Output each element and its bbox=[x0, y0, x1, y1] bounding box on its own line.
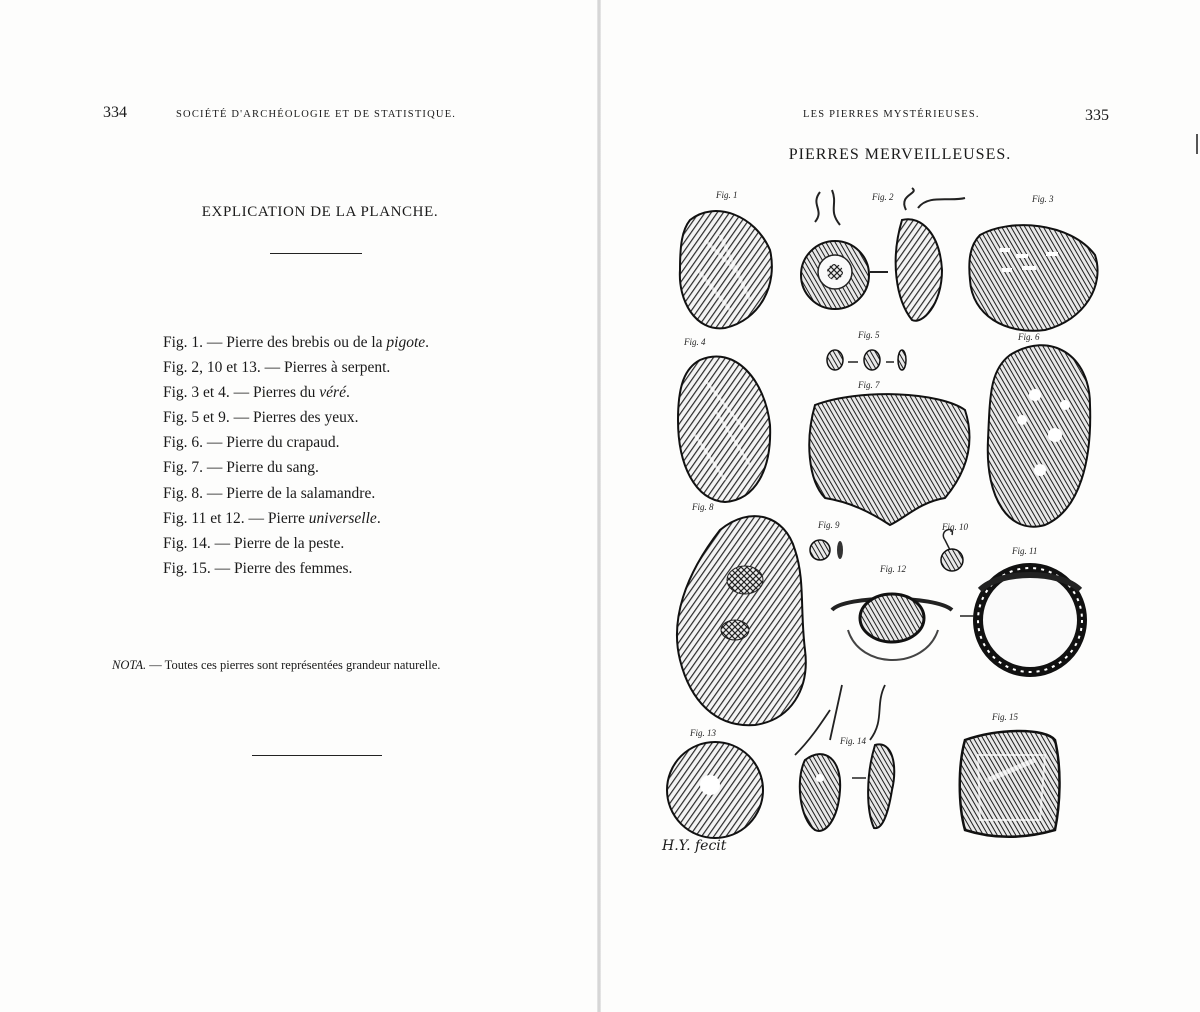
legend-item: Fig. 15. — Pierre des femmes. bbox=[163, 559, 353, 577]
left-running-head: SOCIÉTÉ D'ARCHÉOLOGIE ET DE STATISTIQUE. bbox=[176, 109, 457, 120]
fig-12-ring bbox=[832, 564, 974, 660]
fig-15-stone bbox=[960, 712, 1060, 837]
fig-8-stone bbox=[677, 502, 806, 725]
fig-13-label: Fig. 13 bbox=[690, 728, 716, 738]
fig-14-label: Fig. 14 bbox=[840, 736, 866, 746]
legend-item: Fig. 2, 10 et 13. — Pierres à serpent. bbox=[163, 359, 391, 377]
legend-item: Fig. 14. — Pierre de la peste. bbox=[163, 534, 345, 552]
legend-item: Fig. 11 et 12. — Pierre universelle. bbox=[163, 509, 381, 527]
fig-4-label: Fig. 4 bbox=[684, 337, 706, 347]
left-page-number: 334 bbox=[103, 104, 127, 121]
fig-5-stones bbox=[827, 330, 906, 370]
legend-item: Fig. 1. — Pierre des brebis ou de la pigote. bbox=[163, 334, 430, 351]
fig-14-stones bbox=[795, 685, 894, 831]
fig-11-ring bbox=[978, 546, 1082, 672]
stones-engraving-plate bbox=[660, 180, 1100, 870]
title-rule bbox=[270, 253, 362, 254]
closing-rule bbox=[252, 755, 382, 756]
fig-11-label: Fig. 11 bbox=[1012, 546, 1038, 556]
fig-4-stone bbox=[678, 337, 770, 502]
fig-7-label: Fig. 7 bbox=[858, 380, 880, 390]
nota-text: — Toutes ces pierres sont représentées grandeur naturelle. bbox=[146, 658, 441, 672]
fig-15-label: Fig. 15 bbox=[992, 712, 1018, 722]
fig-2-stones bbox=[801, 188, 965, 321]
engraver-signature: H.Y. fecit bbox=[662, 838, 727, 854]
fig-9-stones bbox=[810, 520, 843, 560]
legend-item: Fig. 8. — Pierre de la salamandre. bbox=[163, 484, 376, 502]
fig-2-label: Fig. 2 bbox=[872, 192, 894, 202]
fig-6-label: Fig. 6 bbox=[1018, 332, 1040, 342]
fig-7-stone bbox=[809, 380, 969, 525]
fig-3-stone bbox=[969, 194, 1097, 331]
legend-item: Fig. 5 et 9. — Pierres des yeux. bbox=[163, 409, 359, 427]
plate-explanation-title: EXPLICATION DE LA PLANCHE. bbox=[201, 204, 439, 220]
figure-legend bbox=[163, 330, 429, 581]
page-edge-mark bbox=[1196, 134, 1198, 154]
fig-1-stone bbox=[680, 190, 772, 328]
nota-note bbox=[112, 658, 440, 673]
nota-label: NOTA. bbox=[112, 658, 147, 672]
fig-5-label: Fig. 5 bbox=[858, 330, 880, 340]
fig-9-label: Fig. 9 bbox=[818, 520, 840, 530]
right-running-head: LES PIERRES MYSTÉRIEUSES. bbox=[803, 109, 980, 120]
right-page-number: 335 bbox=[1085, 107, 1109, 124]
fig-12-label: Fig. 12 bbox=[880, 564, 906, 574]
legend-item: Fig. 6. — Pierre du crapaud. bbox=[163, 434, 340, 452]
fig-3-label: Fig. 3 bbox=[1032, 194, 1054, 204]
legend-item: Fig. 7. — Pierre du sang. bbox=[163, 459, 319, 477]
fig-1-label: Fig. 1 bbox=[716, 190, 738, 200]
plate-title: PIERRES MERVEILLEUSES. bbox=[788, 146, 1012, 163]
legend-item: Fig. 3 et 4. — Pierres du véré. bbox=[163, 384, 350, 402]
fig-10-stone bbox=[941, 522, 968, 571]
fig-6-stone bbox=[988, 332, 1090, 527]
fig-13-stone bbox=[667, 728, 763, 838]
fig-10-label: Fig. 10 bbox=[942, 522, 968, 532]
fig-8-label: Fig. 8 bbox=[692, 502, 714, 512]
